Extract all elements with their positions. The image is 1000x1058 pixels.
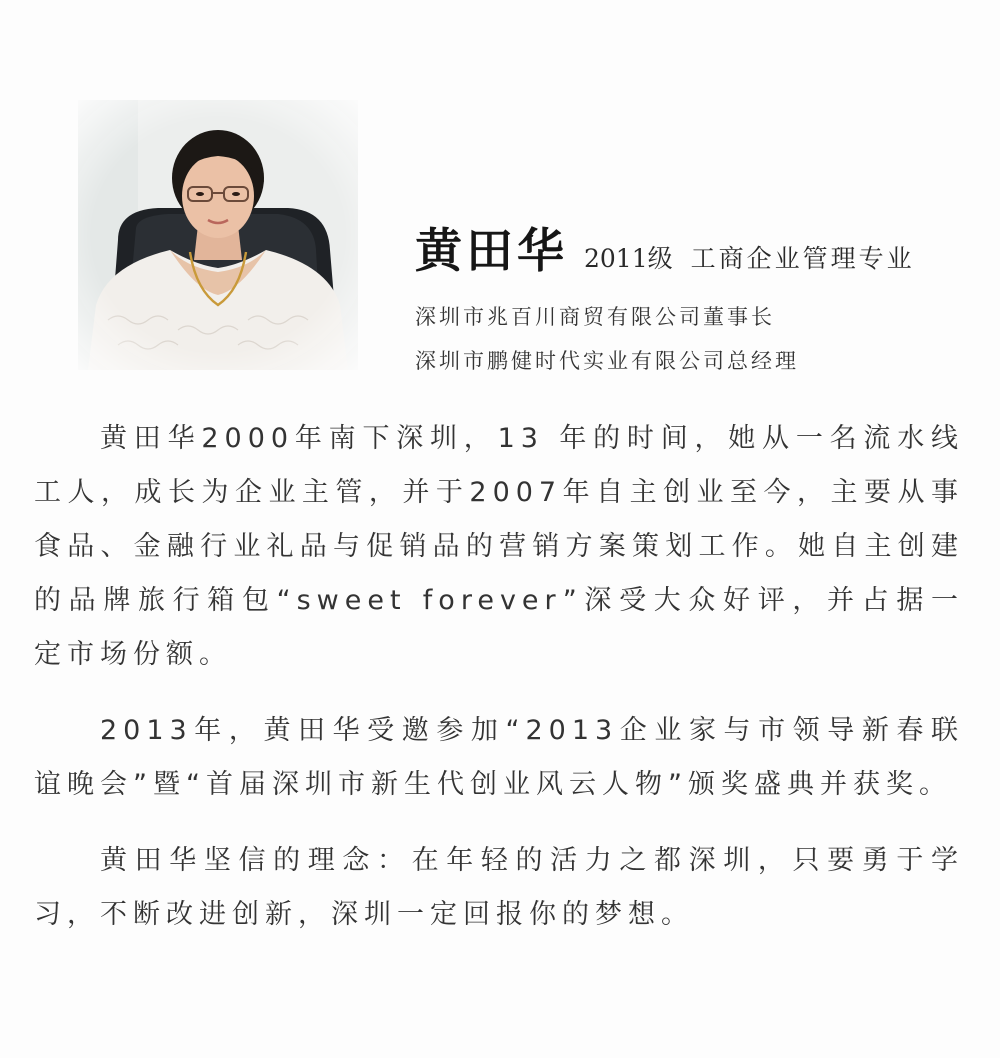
job-titles	[415, 295, 985, 383]
job-title-2: 深圳市鹏健时代实业有限公司总经理	[415, 349, 799, 373]
bio-paragraph-2: 2013年，黄田华受邀参加“2013企业家与市领导新春联谊晚会”暨“首届深圳市新生代创业风云人物”颁奖盛典并获奖。	[34, 715, 964, 800]
bio-paragraph-1: 黄田华2000年南下深圳，13 年的时间，她从一名流水线工人，成长为企业主管，并于2007年自主创业至今，主要从事食品、金融行业礼品与促销品的营销方案策划工作。她自主创建的品牌旅行箱包“sweet forever”深受大众好评，并占据一定市场份额。	[34, 423, 964, 670]
cohort-label: 2011级	[584, 244, 673, 273]
bio-paragraph-3: 黄田华坚信的理念：在年轻的活力之都深圳，只要勇于学习，不断改进创新，深圳一定回报你的梦想。	[34, 845, 964, 930]
person-name: 黄田华	[415, 224, 568, 279]
name-row	[415, 214, 985, 281]
job-title-1: 深圳市兆百川商贸有限公司董事长	[415, 305, 775, 329]
portrait-photo	[78, 100, 358, 370]
major-label: 工商企业管理专业	[690, 244, 915, 273]
profile-header	[415, 214, 985, 383]
biography	[34, 412, 964, 964]
